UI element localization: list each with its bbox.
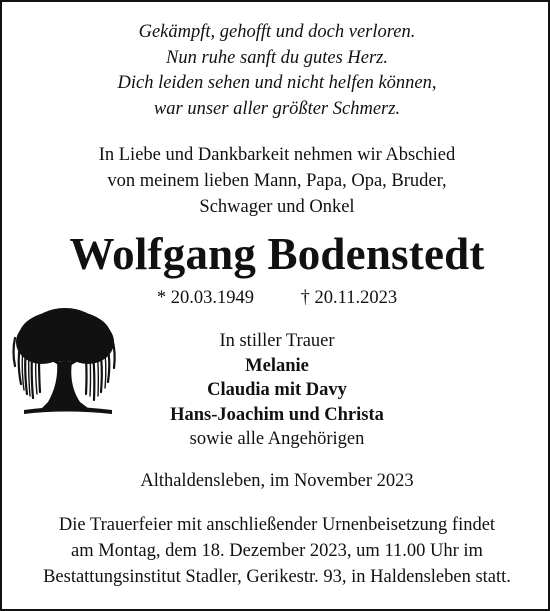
- mourners-heading: In stiller Trauer: [219, 331, 335, 351]
- death-date: † 20.11.2023: [300, 288, 398, 308]
- poem-line: Nun ruhe sanft du gutes Herz.: [166, 47, 388, 68]
- birth-date: * 20.03.1949: [156, 288, 255, 308]
- intro-line: In Liebe und Dankbarkeit nehmen wir Abschied: [98, 145, 456, 165]
- mourner-name: Hans-Joachim und Christa: [170, 404, 384, 425]
- service-line: Bestattungsinstitut Stadler, Gerikestr. 93, in Haldensleben statt.: [43, 567, 511, 587]
- service-line: am Montag, dem 18. Dezember 2023, um 11.00 Uhr im: [71, 541, 483, 561]
- intro-line: Schwager und Onkel: [199, 197, 355, 217]
- poem-line: Gekämpft, gehofft und doch verloren.: [138, 22, 416, 42]
- mourners-block: [2, 329, 550, 452]
- mourner-name: Claudia mit Davy: [207, 380, 347, 400]
- poem-line: Dich leiden sehen und nicht helfen können,: [117, 73, 437, 93]
- intro-text: [2, 142, 550, 220]
- mourner-name: Melanie: [245, 355, 309, 376]
- poem-line: war unser aller größter Schmerz.: [153, 98, 401, 119]
- poem: [2, 20, 550, 122]
- mourners-closing: sowie alle Angehörigen: [189, 429, 365, 449]
- funeral-service-info: [2, 512, 550, 590]
- intro-line: von meinem lieben Mann, Papa, Opa, Bruder,: [107, 171, 447, 191]
- service-line: Die Trauerfeier mit anschließender Urnenbeisetzung findet: [58, 515, 496, 535]
- deceased-name: Wolfgang Bodenstedt: [69, 229, 485, 279]
- place-date: Althaldensleben, im November 2023: [140, 471, 414, 491]
